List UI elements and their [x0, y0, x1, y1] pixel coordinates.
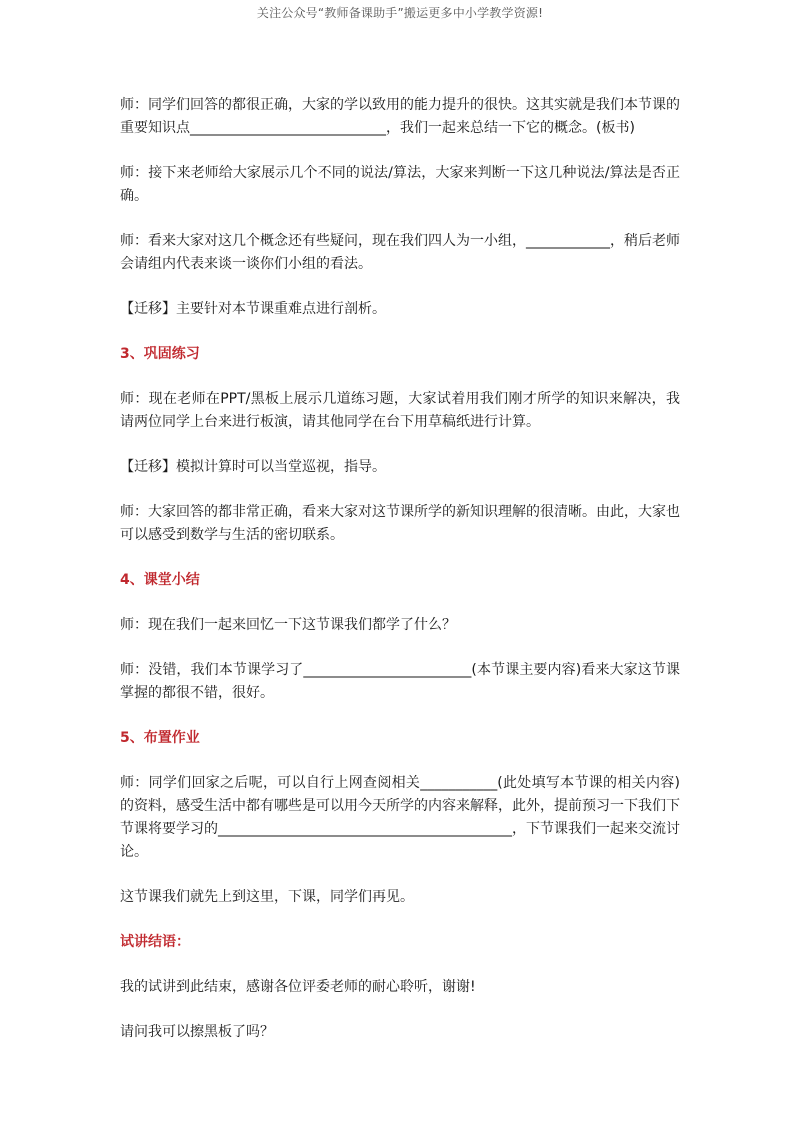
paragraph-summary-answer: 师：没错，我们本节课学习了________________________(本节课主要内容)看来大家这节课掌握的都很不错，很好。: [120, 662, 680, 701]
paragraph-dismissal: 这节课我们就先上到这里，下课，同学们再见。: [120, 889, 414, 905]
paragraph-transfer-note-2: 【迁移】模拟计算时可以当堂巡视，指导。: [120, 459, 386, 475]
paragraph-closing-question: 请问我可以擦黑板了吗？: [120, 1024, 274, 1040]
header-note: 关注公众号“教师备课助手”搬运更多中小学教学资源!: [256, 6, 544, 20]
section-heading-summary: 4、课堂小结: [120, 572, 200, 588]
section-heading-practice: 3、巩固练习: [120, 346, 200, 362]
paragraph-judge-methods: 师：接下来老师给大家展示几个不同的说法/算法，大家来判断一下这几种说法/算法是否正确。: [120, 165, 680, 204]
paragraph-transfer-note-1: 【迁移】主要针对本节课重难点进行剖析。: [120, 301, 386, 317]
paragraph-practice-feedback: 师：大家回答的都非常正确，看来大家对这节课所学的新知识理解的很清晰。由此，大家也可以感受到数学与生活的密切联系。: [120, 504, 680, 543]
paragraph-closing-thanks: 我的试讲到此结束，感谢各位评委老师的耐心聆听，谢谢!: [120, 979, 476, 995]
paragraph-group-discussion: 师：看来大家对这几个概念还有些疑问，现在我们四人为一小组，____________，稍后老师会请组内代表来谈一谈你们小组的看法。: [120, 233, 680, 272]
section-heading-homework: 5、布置作业: [120, 730, 200, 746]
document-body: [120, 94, 680, 1066]
paragraph-knowledge-summary: 师：同学们回答的都很正确，大家的学以致用的能力提升的很快。这其实就是我们本节课的重要知识点____________________________，我们一起来总结一下它的概念。(板书): [120, 97, 680, 136]
paragraph-practice-exercises: 师：现在老师在PPT/黑板上展示几道练习题，大家试着用我们刚才所学的知识来解决，我请两位同学上台来进行板演，请其他同学在台下用草稿纸进行计算。: [120, 391, 680, 430]
paragraph-homework: 师：同学们回家之后呢，可以自行上网查阅相关___________(此处填写本节课的相关内容)的资料，感受生活中都有哪些是可以用今天所学的内容来解释，此外，提前预习一下我们下节课将要学习的__________________________________________，下节课我们一起来交流讨论。: [120, 775, 680, 860]
section-heading-closing: 试讲结语：: [120, 934, 190, 950]
paragraph-summary-question: 师：现在我们一起来回忆一下这节课我们都学了什么？: [120, 617, 456, 633]
